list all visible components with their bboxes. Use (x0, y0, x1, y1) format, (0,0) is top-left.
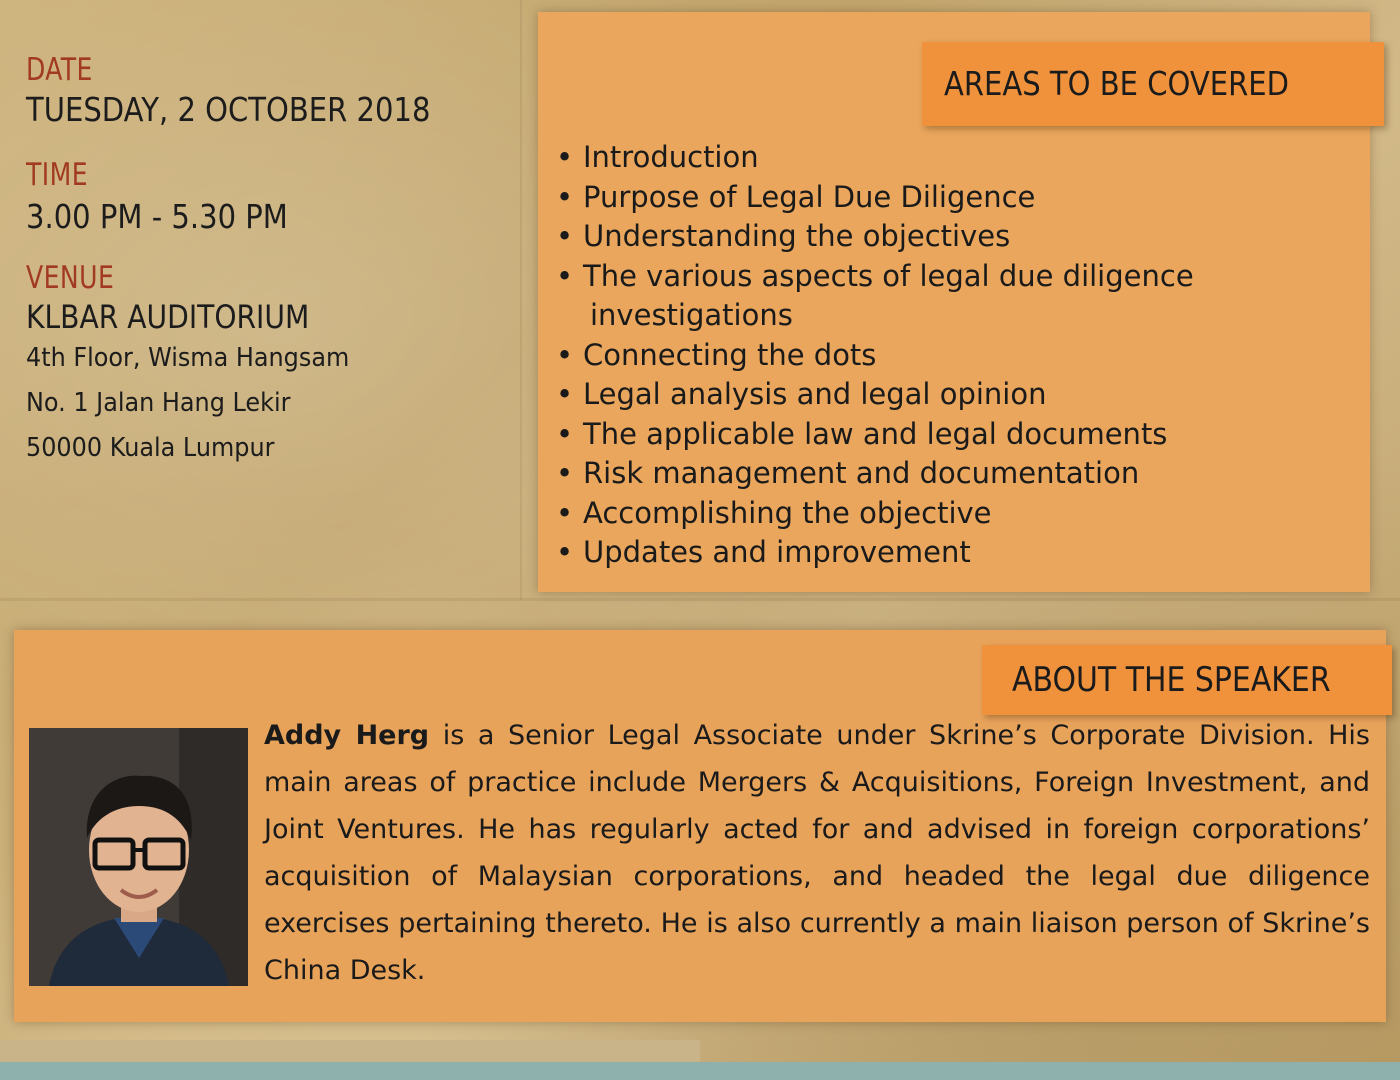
event-details (26, 52, 506, 471)
speaker-photo (29, 728, 248, 986)
list-item: • Accomplishing the objective (556, 494, 1194, 534)
venue-address-line: No. 1 Jalan Hang Lekir (26, 388, 291, 418)
venue-name: KLBAR AUDITORIUM (26, 298, 310, 336)
speaker-bio-text: is a Senior Legal Associate under Skrine’s Corporate Division. His main areas of practice include Mergers & Acquisitions, Foreign Investment, and Joint Ventures. He has regularly acted for and advised in foreign corporations’ acquisition of Malaysian corporations, and headed the legal due diligence exercises pertaining thereto. He is also currently a main liaison person of Skrine’s China Desk. (264, 720, 1370, 986)
list-item: • Risk management and documentation (556, 454, 1194, 494)
venue-label: VENUE (26, 260, 115, 296)
date-label: DATE (26, 52, 93, 88)
paper-edge (0, 1040, 700, 1062)
list-item: • The applicable law and legal documents (556, 415, 1194, 455)
speaker-portrait (29, 728, 248, 986)
areas-heading: AREAS TO BE COVERED (922, 42, 1384, 126)
areas-panel (538, 12, 1370, 592)
list-item: • Connecting the dots (556, 336, 1194, 376)
speaker-heading: ABOUT THE SPEAKER (982, 645, 1392, 715)
speaker-panel (14, 630, 1386, 1022)
list-item: • Legal analysis and legal opinion (556, 375, 1194, 415)
time-label: TIME (26, 157, 89, 193)
venue-address-line: 50000 Kuala Lumpur (26, 433, 275, 463)
date-value: TUESDAY, 2 OCTOBER 2018 (26, 90, 431, 129)
list-item: • The various aspects of legal due diligence investigations (556, 257, 1194, 336)
paper-crease (520, 0, 522, 600)
speaker-bio (264, 712, 1370, 994)
list-item: • Purpose of Legal Due Diligence (556, 178, 1194, 218)
list-item-continuation: investigations (590, 298, 793, 332)
list-item: • Understanding the objectives (556, 217, 1194, 257)
time-value: 3.00 PM - 5.30 PM (26, 197, 288, 236)
bottom-strip (0, 1062, 1400, 1080)
venue-address-line: 4th Floor, Wisma Hangsam (26, 343, 350, 373)
list-item: • Introduction (556, 138, 1194, 178)
areas-list (556, 138, 1194, 573)
paper-crease (0, 598, 1400, 601)
speaker-name: Addy Herg (264, 720, 430, 751)
list-item: • Updates and improvement (556, 533, 1194, 573)
